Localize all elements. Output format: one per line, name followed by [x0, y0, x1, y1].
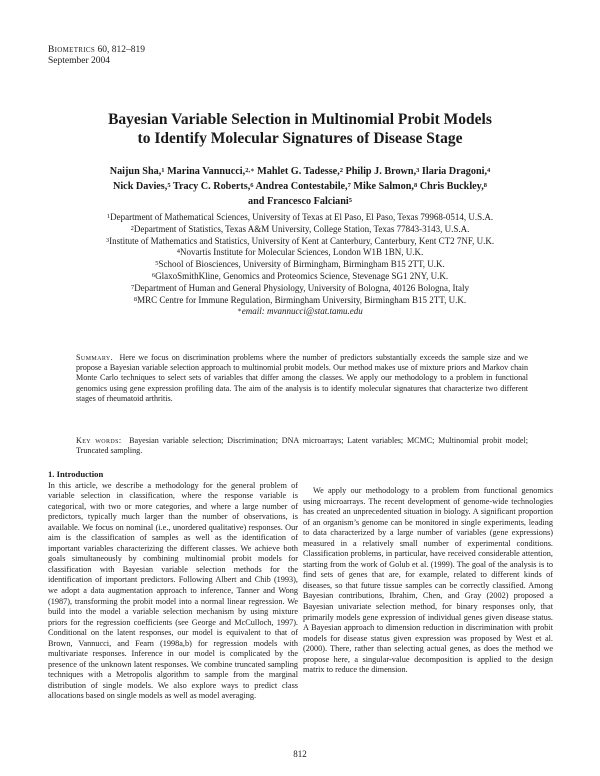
author: Chris Buckley, — [419, 181, 484, 192]
corresponding-email — [40, 306, 560, 318]
author-mark: 5 — [167, 182, 171, 189]
author-mark: 7 — [347, 182, 351, 189]
affiliation — [40, 236, 560, 248]
affiliation-mark: 4 — [176, 248, 180, 256]
author-line-3 — [60, 194, 540, 209]
author: Philip J. Brown, — [345, 166, 417, 177]
affiliation-mark: 6 — [151, 271, 156, 279]
affiliation-text: MRC Centre for Immune Regulation, Birmingham University, Birmingham B15 2TT, U.K. — [137, 294, 467, 305]
title-line-2: to Identify Molecular Signatures of Disease Stage — [137, 130, 463, 147]
affiliation — [40, 271, 560, 283]
author-mark: 1 — [161, 167, 165, 174]
abstract-label: Summary. — [76, 353, 114, 362]
email-text: email: mvannucci@stat.tamu.edu — [241, 306, 363, 317]
author: Andrea Contestabile, — [255, 181, 348, 192]
affiliation-mark: ∗ — [237, 307, 242, 315]
author: Francesco Falciani — [266, 196, 349, 207]
title-line-1: Bayesian Variable Selection in Multinomial Probit Models — [108, 111, 492, 128]
affiliation-text: School of Biosciences, University of Birmingham, Birmingham B15 2TT, U.K. — [158, 259, 445, 270]
column-right — [303, 486, 553, 676]
affiliation-list — [40, 212, 560, 318]
affiliation — [40, 247, 560, 259]
affiliation-text: Department of Human and General Physiology, University of Bologna, 40126 Bologna, Italy — [134, 282, 470, 293]
author-mark: 4 — [487, 167, 491, 174]
keywords — [76, 436, 528, 456]
affiliation — [40, 224, 560, 236]
affiliation-mark: 8 — [133, 295, 138, 303]
author: Mahlet G. Tadesse, — [257, 166, 340, 177]
affiliation-mark: 2 — [130, 224, 134, 232]
affiliation — [40, 295, 560, 307]
keywords-label: Key words: — [76, 436, 122, 445]
author: Nick Davies, — [112, 181, 168, 192]
affiliation-mark: 5 — [155, 260, 159, 268]
author-line-2 — [60, 179, 540, 194]
affiliation-text: Department of Statistics, Texas A&M University, College Station, Texas 77843-3143, U.S.A. — [133, 223, 470, 234]
author-conjunction: and — [248, 196, 265, 207]
author: Tracy C. Roberts, — [172, 181, 251, 192]
intro-paragraph-2: We apply our methodology to a problem from functional genomics using microarrays. The recent development of genome-wide technologies has created an unprecedented situation in biology. A significant proportion of an organism’s genome can be monitored in single experiments, leading to data characterized by a large number of variables (gene expressions) measured in a relatively small number of experimental conditions. Classification problems, in particular, have received considerable attention, starting from the work of Golub et al. (1999). The goal of the analysis is to find sets of genes that are, for example, related to different kinds of diseases, so that future tissue samples can be correctly classified. Among Bayesian contributions, Ibrahim, Chen, and Gray (2002) proposed a Bayesian univariate selection method, for binary responses only, that primarily models gene expression of individual genes given disease status. A Bayesian approach to dimension reduction in discrimination with probit models for disease status given expression was proposed by West et al. (2000). There, rather than selecting actual genes, as does the method we propose here, a singular-value decomposition is applied to the design matrix to reduce the dimension. — [303, 486, 553, 675]
page-number: 812 — [293, 749, 307, 759]
author-mark: 5 — [348, 197, 352, 204]
affiliation-mark: 7 — [130, 283, 135, 291]
author-mark: 6 — [250, 182, 254, 189]
keywords-text: Bayesian variable selection; Discrimination; DNA microarrays; Latent variables; MCMC; Multinomial probit model; Truncated sampling. — [76, 436, 528, 456]
affiliation-text: Institute of Mathematics and Statistics, University of Kent at Canterbury, Canterbury, Kent CT2 7NF, U.K. — [109, 235, 495, 246]
affiliation-text: GlaxoSmithKline, Genomics and Proteomics Science, Stevenage SG1 2NY, U.K. — [155, 270, 449, 281]
affiliation-mark: 1 — [106, 213, 111, 220]
column-left — [48, 469, 298, 702]
journal-name: Biometrics — [48, 45, 96, 55]
author: Marina Vannucci, — [167, 166, 246, 177]
journal-date: September 2004 — [48, 56, 111, 66]
section-heading: 1. Introduction — [48, 469, 104, 479]
author: Ilaria Dragoni, — [421, 166, 488, 177]
author: Naijun Sha, — [109, 166, 162, 177]
abstract — [76, 353, 528, 404]
intro-paragraph-1: In this article, we describe a methodology for the general problem of variable selection in classification, where the response variable is categorical, with two or more categories, and where a large number of predictors, typically much larger than the number of observations, is available. We focus on nominal (i.e., unordered qualitative) responses. Our aim is the classification of samples as well as the identification of important variables characterizing the different classes. We achieve both goals simultaneously by combining multinomial probit models for classification with Bayesian variable selection methods for the identification of important predictors. Following Albert and Chib (1993), we adopt a data augmentation approach to inference, Tanner and Wong (1987), transforming the probit model into a normal linear regression. We build into the model a variable selection mechanism by using mixture priors for the regression coefficients (see George and McCulloch, 1997). Conditional on the latent responses, our model is equivalent to that of Brown, Vannucci, and Fearn (1998a,b) for regression models with multivariate responses. Inference in our model is complicated by the presence of the unknown latent responses. We combine truncated sampling techniques with a Metropolis algorithm to sample from the marginal distribution of single models. We also explore ways to predict class allocations based on single models as well as model averaging. — [48, 480, 298, 701]
author-list — [60, 164, 540, 209]
author-mark: 3 — [416, 167, 420, 174]
affiliation — [40, 212, 560, 224]
affiliation-text: Novartis Institute for Molecular Sciences, London W1B 1BN, U.K. — [179, 247, 424, 258]
journal-citation: 60, 812–819 — [97, 45, 145, 55]
paper-title — [60, 110, 540, 148]
author-line-1 — [60, 164, 540, 179]
author-mark: 2 — [339, 167, 343, 174]
affiliation — [40, 283, 560, 295]
affiliation — [40, 259, 560, 271]
author-mark: 8 — [483, 182, 487, 189]
affiliation-text: Department of Mathematical Sciences, University of Texas at El Paso, El Paso, Texas 79968-0514, U.S.A. — [110, 212, 494, 222]
abstract-text: Here we focus on discrimination problems where the number of predictors substantially exceeds the sample size and we propose a Bayesian variable selection approach to multinomial probit models. Our method makes use of mixture priors and Markov chain Monte Carlo techniques to select sets of variables that differ among the classes. We apply our methodology to a problem in functional genomics using gene expression profiling data. The aim of the analysis is to identify molecular signatures that characterize two different stages of rheumatoid arthritis. — [76, 353, 528, 403]
author-mark: 8 — [413, 182, 418, 189]
affiliation-mark: 3 — [105, 236, 110, 244]
author-mark: 2,∗ — [245, 167, 255, 174]
journal-header — [48, 45, 145, 67]
author: Mike Salmon, — [353, 181, 414, 192]
